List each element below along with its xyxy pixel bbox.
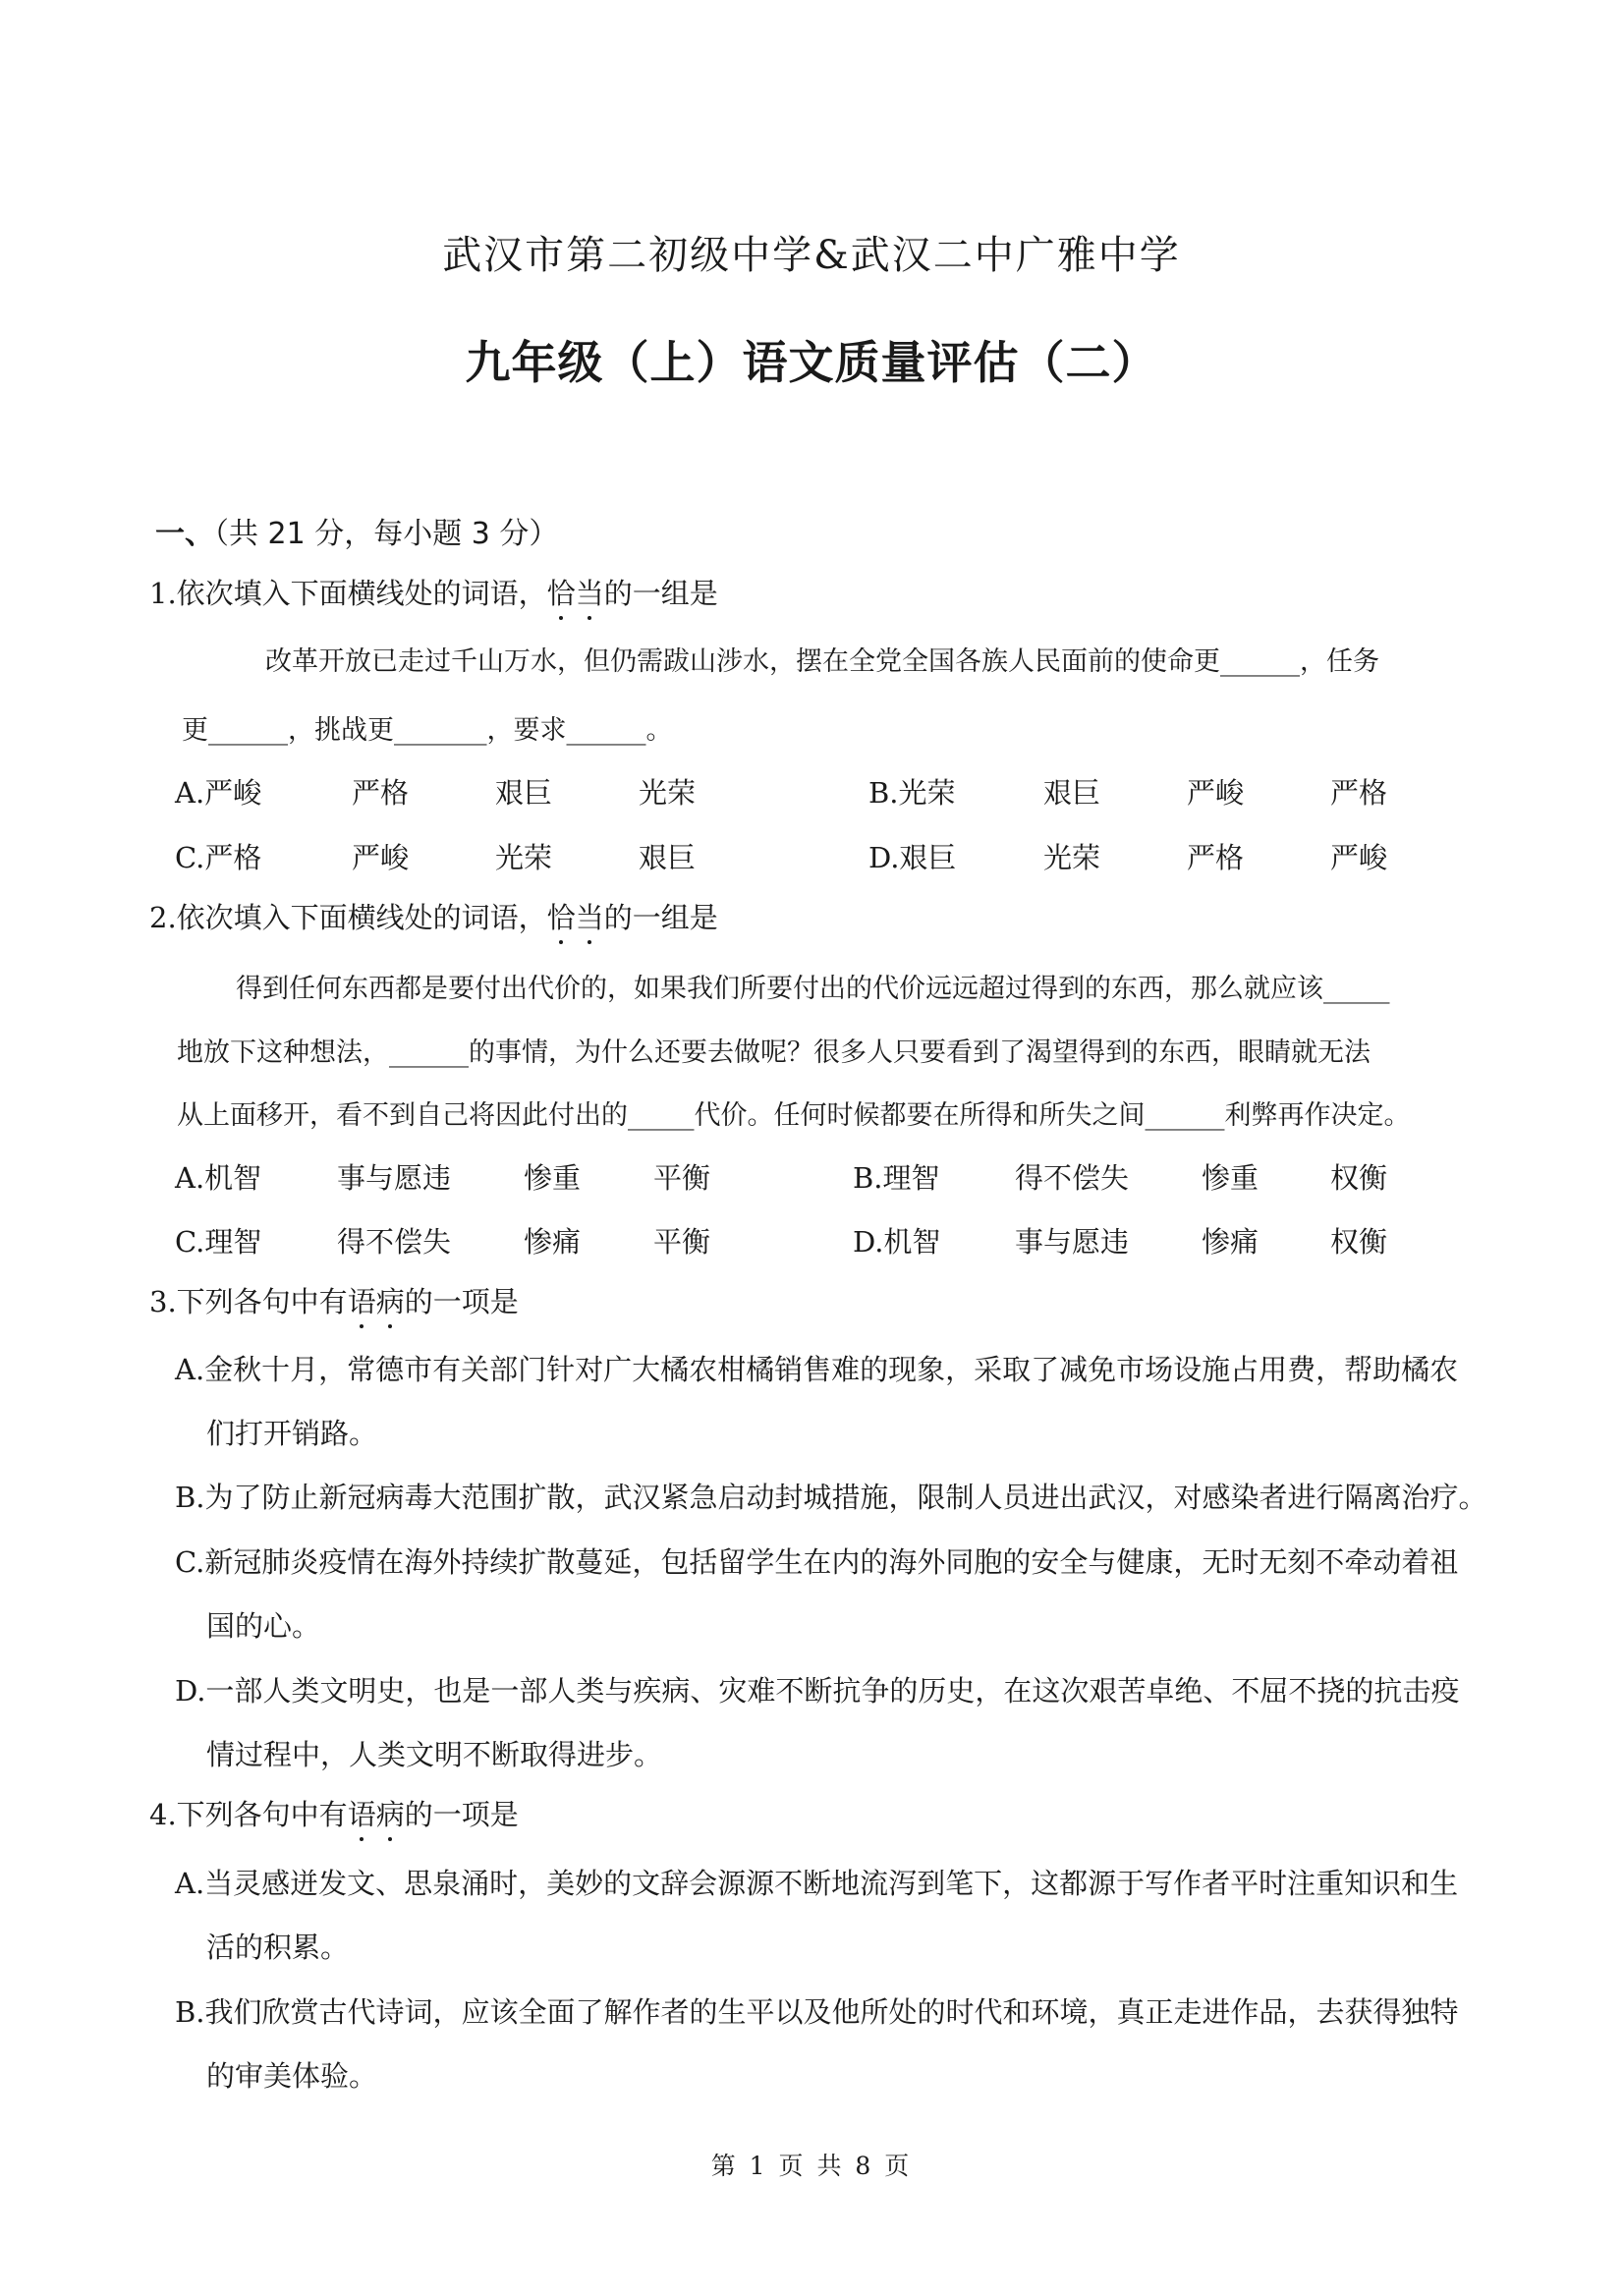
question-2-passage-line-1: 得到任何东西都是要付出代价的，如果我们所要付出的代价远远超过得到的东西，那么就应该_____ [236, 974, 1390, 1004]
q1-option-d-2: 光荣 [1043, 841, 1101, 874]
question-2-stem [149, 896, 718, 936]
q1-option-b-2: 艰巨 [1043, 776, 1101, 810]
section-label: 一、 [155, 517, 214, 551]
q1-option-c-1: C.严格 [175, 841, 262, 874]
emphasis-char: 病 [376, 1793, 405, 1833]
question-3-stem [149, 1280, 519, 1320]
q4-option-b-line-2: 的审美体验。 [206, 2059, 378, 2093]
stem-text: 的一组是 [603, 901, 718, 934]
stem-text: 有 [318, 1285, 348, 1318]
q1-option-d-1: D.艰巨 [868, 841, 957, 874]
stem-text: 2.依次填入下面横线处的词语， [149, 901, 547, 934]
emphasis-char: 恰 [547, 896, 576, 936]
q2-option-c-2: 得不偿失 [337, 1225, 452, 1259]
q2-option-c-1: C.理智 [175, 1225, 262, 1259]
school-name: 武汉市第二初级中学&武汉二中广雅中学 [442, 233, 1181, 278]
q3-option-a-line-2: 们打开销路。 [206, 1417, 378, 1450]
question-1-stem [149, 572, 718, 612]
q4-option-b-line-1: B.我们欣赏古代诗词，应该全面了解作者的生平以及他所处的时代和环境，真正走进作品，去获得独特 [175, 1995, 1459, 2029]
q3-option-a-line-1: A.金秋十月，常德市有关部门针对广大橘农柑橘销售难的现象，采取了减免市场设施占用费，帮助橘农 [175, 1353, 1459, 1386]
q1-option-c-3: 光荣 [495, 841, 553, 874]
stem-text: 3.下列各句中 [149, 1285, 319, 1318]
q2-option-d-4: 权衡 [1330, 1225, 1388, 1259]
q2-option-a-1: A.机智 [175, 1161, 262, 1195]
emphasis-char: 语 [348, 1793, 376, 1833]
emphasis-char: 恰 [547, 572, 576, 612]
q4-option-a-line-1: A.当灵感迸发文、思泉涌时，美妙的文辞会源源不断地流泻到笔下，这都源于写作者平时注重知识和生 [175, 1867, 1459, 1900]
emphasis-char: 语 [348, 1280, 376, 1320]
stem-text: 的一项是 [404, 1798, 519, 1831]
page-footer: 第 1 页 共 8 页 [710, 2152, 913, 2180]
stem-text: 的一项是 [404, 1285, 519, 1318]
q2-option-b-2: 得不偿失 [1015, 1161, 1130, 1195]
q1-option-a-4: 光荣 [639, 776, 697, 810]
q2-option-b-1: B.理智 [853, 1161, 940, 1195]
stem-text: 有 [318, 1798, 348, 1831]
q3-option-d-line-2: 情过程中，人类文明不断取得进步。 [206, 1738, 663, 1771]
q2-option-a-4: 平衡 [653, 1161, 711, 1195]
q1-option-a-2: 严格 [352, 776, 410, 810]
question-1-passage-line-2: 更______，挑战更_______，要求______。 [182, 715, 673, 746]
q1-option-c-4: 艰巨 [639, 841, 697, 874]
q2-option-c-3: 惨痛 [524, 1225, 582, 1259]
stem-text: 1.依次填入下面横线处的词语， [149, 577, 547, 610]
q1-option-d-4: 严峻 [1330, 841, 1388, 874]
q1-option-a-1: A.严峻 [175, 776, 262, 810]
q1-option-d-3: 严格 [1187, 841, 1245, 874]
q2-option-c-4: 平衡 [653, 1225, 711, 1259]
question-2-passage-line-2: 地放下这种想法，______的事情，为什么还要去做呢？很多人只要看到了渴望得到的东西，眼睛就无法 [177, 1037, 1371, 1068]
q2-option-a-2: 事与愿违 [337, 1161, 452, 1195]
q1-option-b-3: 严峻 [1187, 776, 1245, 810]
stem-text: 4.下列各句中 [149, 1798, 319, 1831]
q1-option-a-3: 艰巨 [495, 776, 553, 810]
emphasis-char: 当 [576, 896, 604, 936]
question-1-passage-line-1: 改革开放已走过千山万水，但仍需跋山涉水，摆在全党全国各族人民面前的使命更______，任务 [265, 646, 1379, 677]
stem-text: 的一组是 [603, 577, 718, 610]
q1-option-b-1: B.光荣 [868, 776, 956, 810]
exam-title: 九年级（上）语文质量评估（二） [465, 336, 1158, 389]
q2-option-b-3: 惨重 [1202, 1161, 1259, 1195]
question-2-passage-line-3: 从上面移开，看不到自己将因此付出的_____代价。任何时候都要在所得和所失之间______利弊再作决定。 [177, 1100, 1411, 1131]
q1-option-c-2: 严峻 [352, 841, 410, 874]
question-4-stem [149, 1793, 519, 1833]
emphasis-char: 病 [376, 1280, 405, 1320]
q2-option-a-3: 惨重 [524, 1161, 582, 1195]
q2-option-b-4: 权衡 [1330, 1161, 1388, 1195]
q4-option-a-line-2: 活的积累。 [206, 1931, 350, 1964]
q3-option-d-line-1: D.一部人类文明史，也是一部人类与疾病、灾难不断抗争的历史，在这次艰苦卓绝、不屈不挠的抗击疫 [175, 1674, 1460, 1708]
q3-option-c-line-1: C.新冠肺炎疫情在海外持续扩散蔓延，包括留学生在内的海外同胞的安全与健康，无时无刻不牵动着祖 [175, 1545, 1459, 1579]
section-note: （共 21 分，每小题 3 分） [214, 517, 559, 551]
section-heading [155, 509, 558, 552]
q1-option-b-4: 严格 [1330, 776, 1388, 810]
q2-option-d-2: 事与愿违 [1015, 1225, 1130, 1259]
q3-option-c-line-2: 国的心。 [206, 1609, 321, 1643]
q2-option-d-1: D.机智 [853, 1225, 941, 1259]
emphasis-char: 当 [576, 572, 604, 612]
q3-option-b-line-1: B.为了防止新冠病毒大范围扩散，武汉紧急启动封城措施，限制人员进出武汉，对感染者进行隔离治疗。 [175, 1481, 1487, 1514]
q2-option-d-3: 惨痛 [1202, 1225, 1259, 1259]
